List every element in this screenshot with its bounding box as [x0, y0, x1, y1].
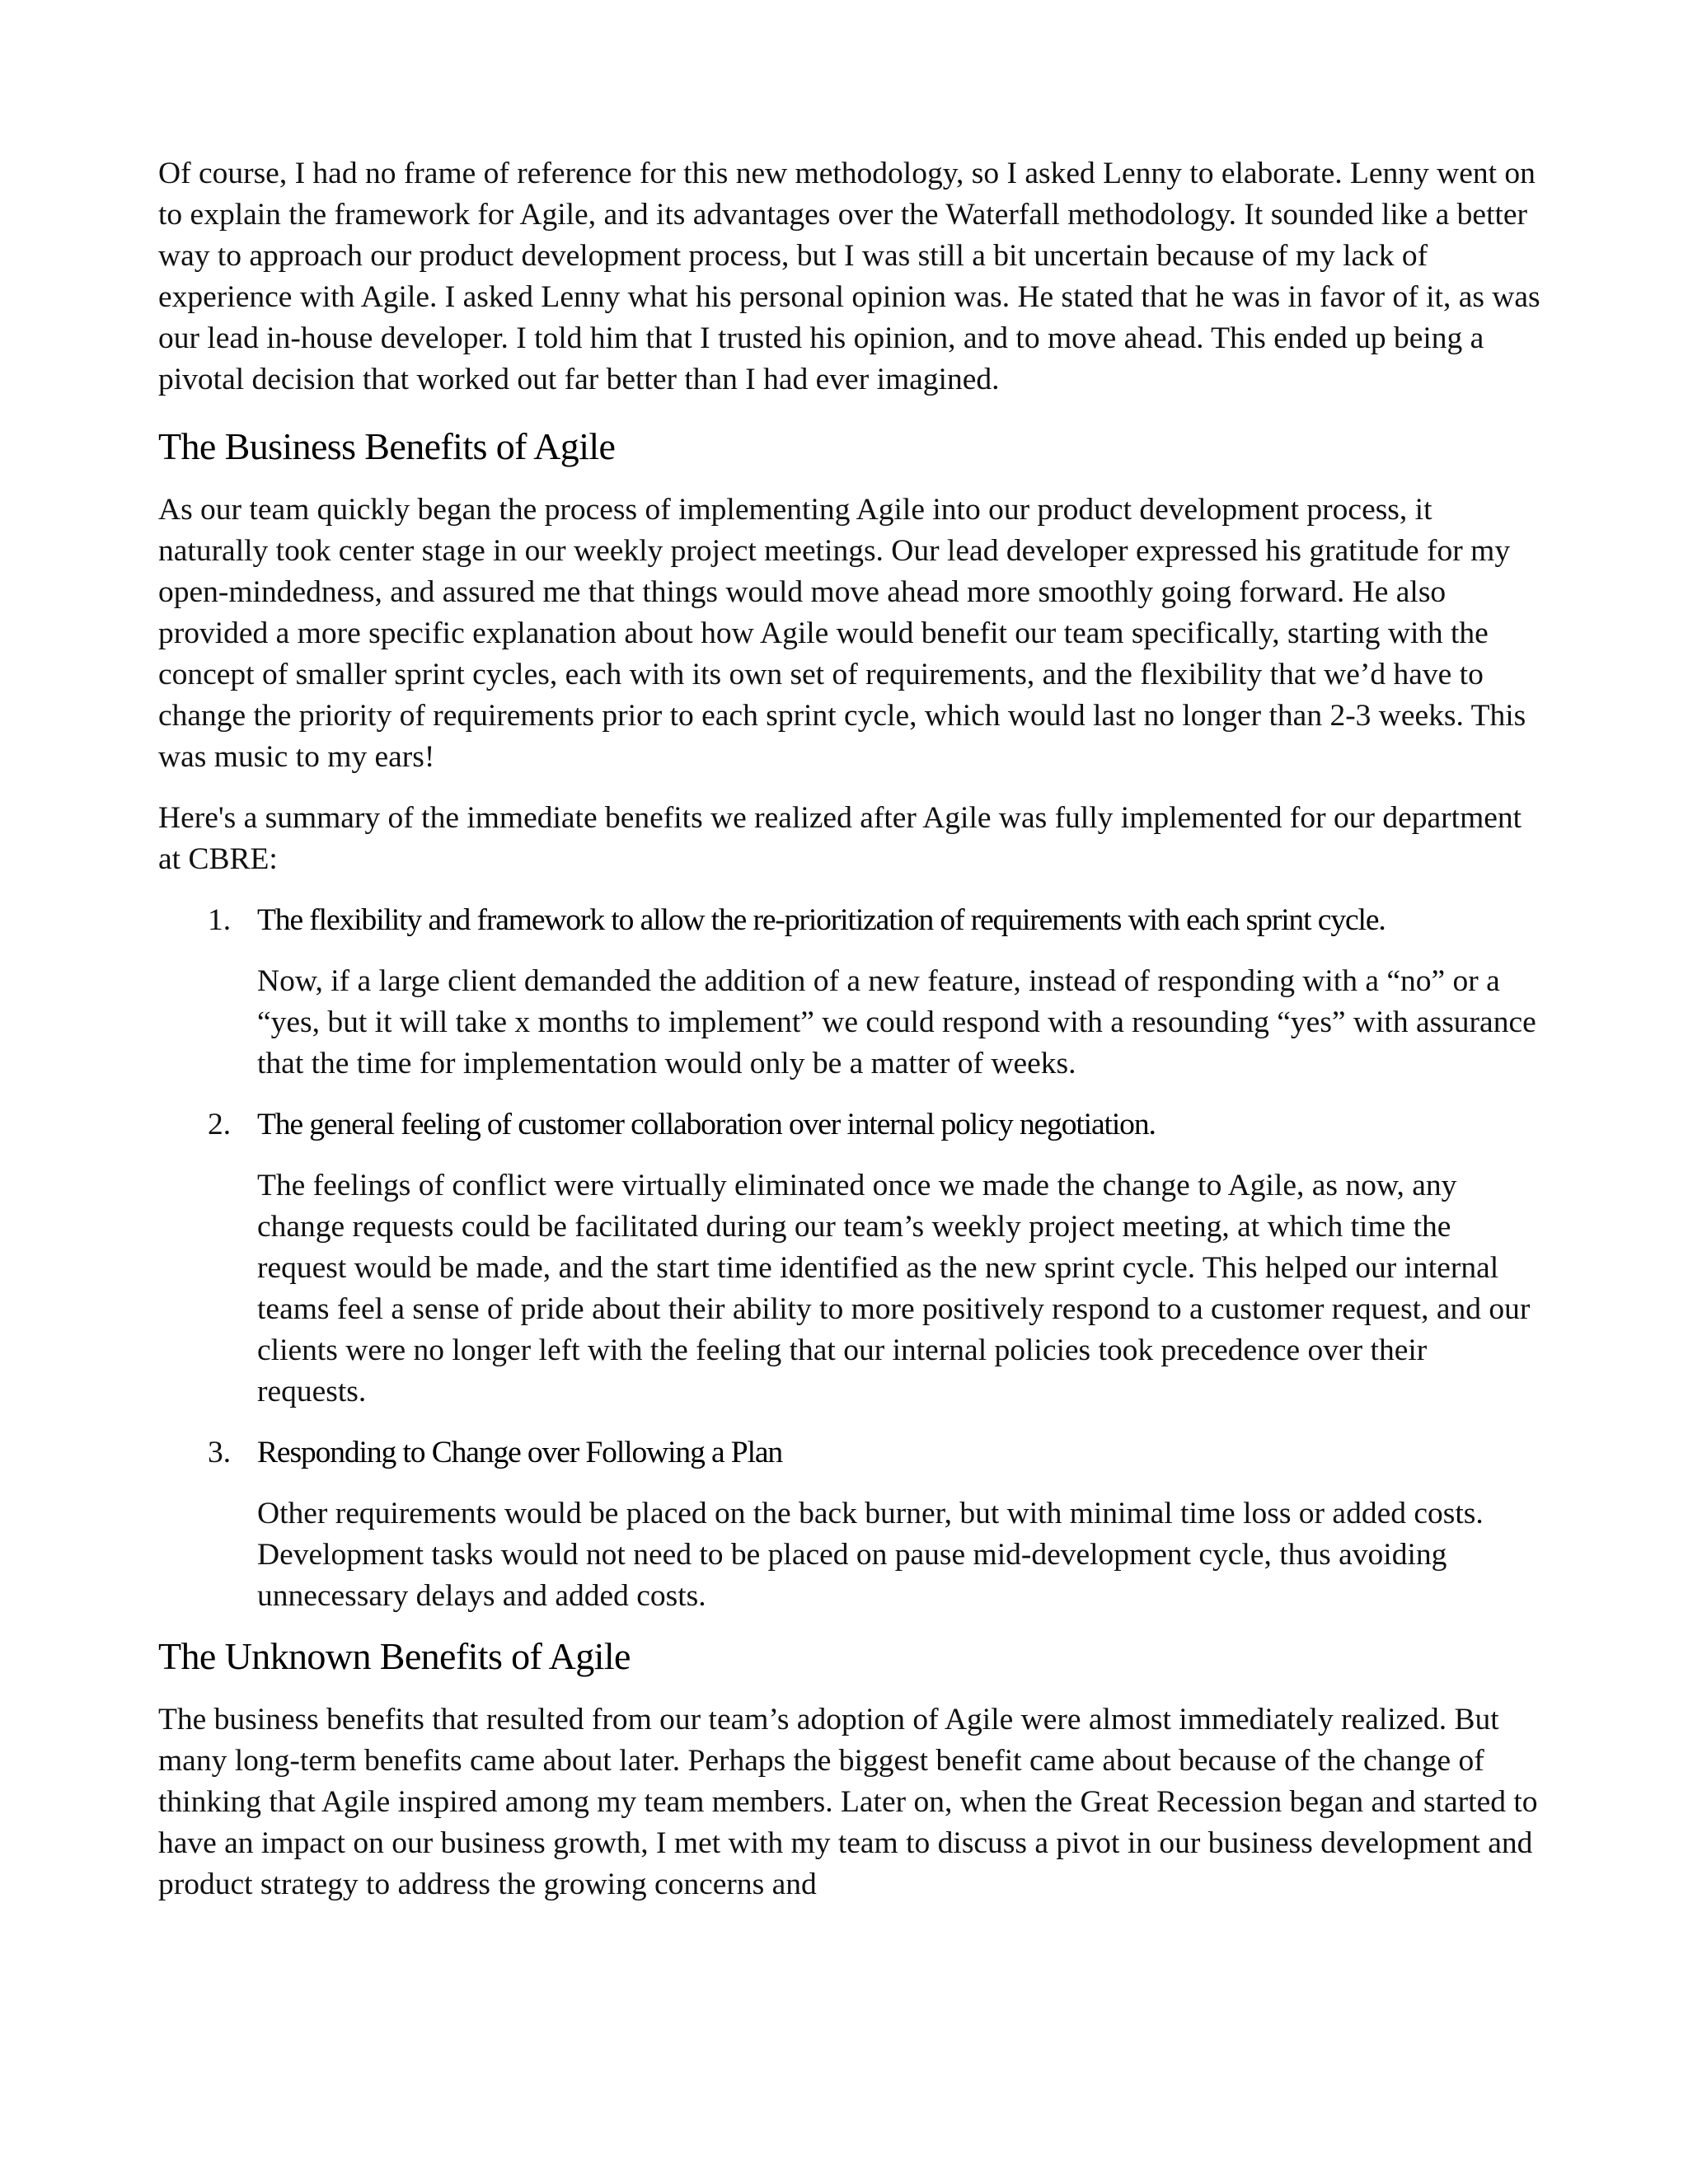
- heading-unknown-benefits: The Unknown Benefits of Agile: [158, 1635, 631, 1677]
- list-item-body: Now, if a large client demanded the addition of a new feature, instead of responding with a “no” or a “yes, but it will take x months to implement” we could respond with a resounding “yes” with assurance that the time for implementation would only be a matter of weeks.: [257, 964, 1536, 1080]
- unknown-paragraph: The business benefits that resulted from our team’s adoption of Agile were almost immediately realized. But many long-term benefits came about later. Perhaps the biggest benefit came about because of the change of thinking that Agile inspired among my team members. Later on, when the Great Recession began and started to have an impact on our business growth, I met with my team to discuss a pivot in our business development and product strategy to address the growing concerns and: [158, 1703, 1538, 1901]
- list-item: [158, 900, 1543, 1085]
- list-item-number: 2.: [208, 1108, 232, 1141]
- list-item-title: Responding to Change over Following a Plan: [257, 1436, 783, 1469]
- list-item: [158, 1104, 1543, 1413]
- list-item-title: The flexibility and framework to allow the re-prioritization of requirements with each sprint cycle.: [257, 903, 1386, 937]
- business-paragraph-1: As our team quickly began the process of implementing Agile into our product development process, it naturally took center stage in our weekly project meetings. Our lead developer expressed his gratitude for my open-mindedness, and assured me that things would move ahead more smoothly going forward. He also provided a more specific explanation about how Agile would benefit our team specifically, starting with the concept of smaller sprint cycles, each with its own set of requirements, and the flexibility that we’d have to change the priority of requirements prior to each sprint cycle, which would last no longer than 2-3 weeks. This was music to my ears!: [158, 493, 1526, 774]
- heading-business-benefits: The Business Benefits of Agile: [158, 425, 616, 467]
- list-item-number: 3.: [208, 1436, 232, 1469]
- business-paragraph-2: Here's a summary of the immediate benefits we realized after Agile was fully implemented for our department at CBRE:: [158, 801, 1522, 876]
- intro-paragraph: Of course, I had no frame of reference for this new methodology, so I asked Lenny to elaborate. Lenny went on to explain the framework for Agile, and its advantages over the Waterfall methodology. It sounded like a better way to approach our product development process, but I was still a bit uncertain because of my lack of experience with Agile. I asked Lenny what his personal opinion was. He stated that he was in favor of it, as was our lead in-house developer. I told him that I trusted his opinion, and to move ahead. This ended up being a pivotal decision that worked out far better than I had ever imagined.: [158, 157, 1540, 396]
- list-item: [158, 1432, 1543, 1617]
- benefits-list: [158, 900, 1543, 1617]
- list-item-body: The feelings of conflict were virtually eliminated once we made the change to Agile, as now, any change requests could be facilitated during our team’s weekly project meeting, at which time the request would be made, and the start time identified as the new sprint cycle. This helped our internal teams feel a sense of pride about their ability to more positively respond to a customer request, and our clients were no longer left with the feeling that our internal policies took precedence over their requests.: [257, 1169, 1531, 1408]
- document-page: [158, 153, 1543, 1905]
- list-item-title: The general feeling of customer collaboration over internal policy negotiation.: [257, 1108, 1156, 1141]
- list-item-number: 1.: [208, 903, 232, 937]
- list-item-body: Other requirements would be placed on the back burner, but with minimal time loss or added costs. Development tasks would not need to be placed on pause mid-development cycle, thus avoiding unnecessary delays and added costs.: [257, 1497, 1484, 1613]
